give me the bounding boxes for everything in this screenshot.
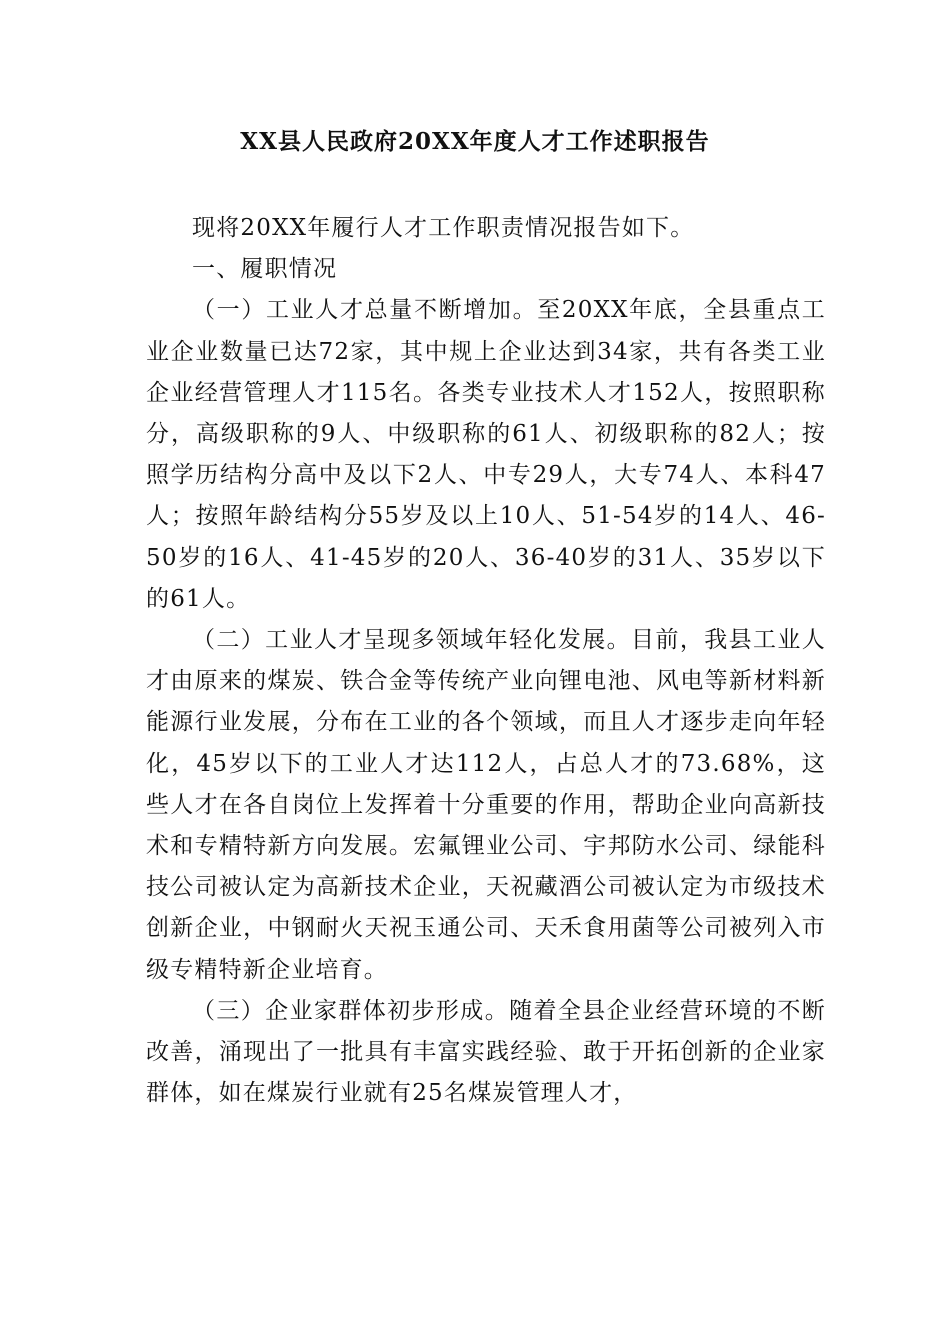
paragraph-talent-diversity: （二）工业人才呈现多领域年轻化发展。目前，我县工业人才由原来的煤炭、铁合金等传统产业向锂电池、风电等新材料新能源行业发展，分布在工业的各个领域，而且人才逐步走向年轻化，45岁以下的工业人才达112人，占总人才的73.68%，这些人才在各自岗位上发挥着十分重要的作用，帮助企业向高新技术和专精特新方向发展。宏氟锂业公司、宇邦防水公司、绿能科技公司被认定为高新技术企业，天祝藏酒公司被认定为市级技术创新企业，中钢耐火天祝玉通公司、天禾食用菌等公司被列入市级专精特新企业培育。 bbox=[146, 627, 826, 983]
paragraph-talent-total: （一）工业人才总量不断增加。至20XX年底，全县重点工业企业数量已达72家，其中规上企业达到34家，共有各类工业企业经营管理人才115名。各类专业技术人才152人，按照职称分，高级职称的9人、中级职称的61人、初级职称的82人；按照学历结构分高中及以下2人、中专29人，大专74人、本科47人；按照年龄结构分55岁及以上10人、51-54岁的14人、46-50岁的16人、41-45岁的20人、36-40岁的31人、35岁以下的61人。 bbox=[146, 297, 826, 612]
intro-paragraph: 现将20XX年履行人才工作职责情况报告如下。 bbox=[192, 215, 695, 241]
document-body bbox=[146, 208, 826, 1114]
paragraph-entrepreneurs: （三）企业家群体初步形成。随着全县企业经营环境的不断改善，涌现出了一批具有丰富实践经验、敢于开拓创新的企业家群体，如在煤炭行业就有25名煤炭管理人才， bbox=[146, 997, 826, 1107]
section-heading: 一、履职情况 bbox=[192, 256, 338, 283]
document-title: XX县人民政府20XX年度人才工作述职报告 bbox=[240, 128, 710, 155]
